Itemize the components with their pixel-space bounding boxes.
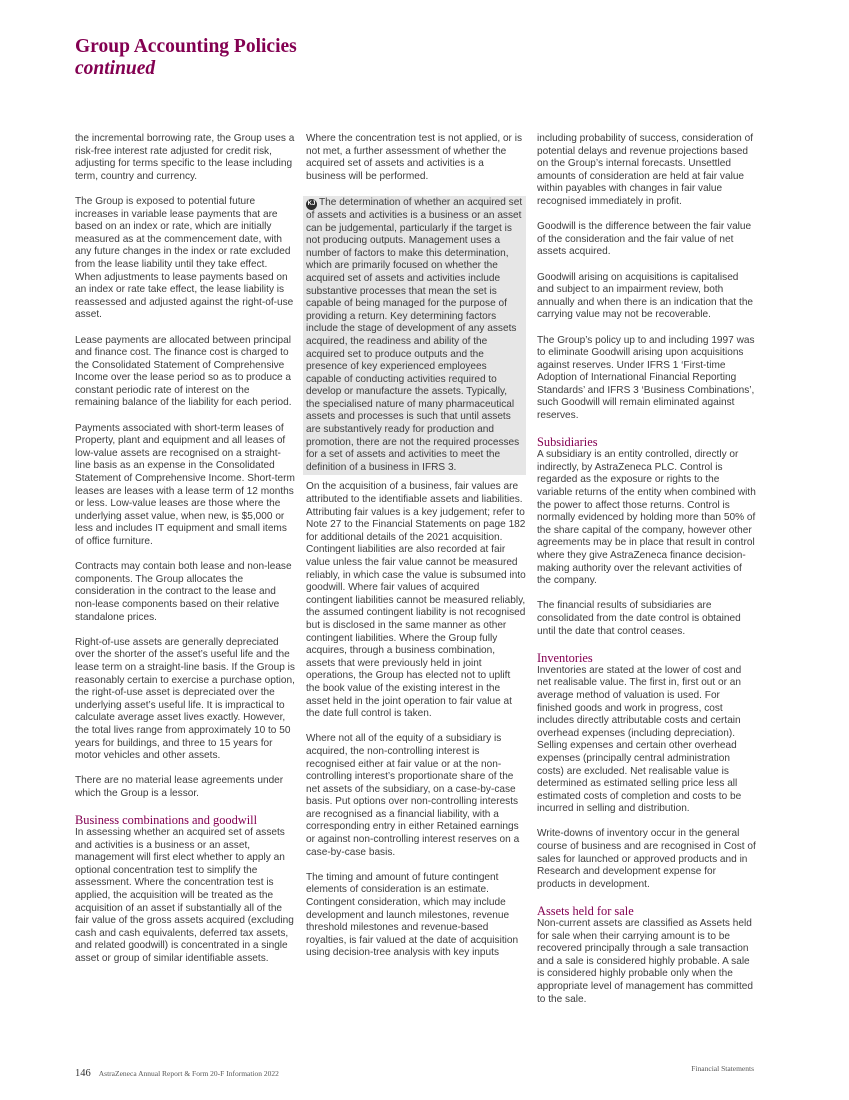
- publication-title: AstraZeneca Annual Report & Form 20-F Information 2022: [98, 1069, 279, 1078]
- paragraph: The financial results of subsidiaries are consolidated from the date control is obtained until the date that control ceases.: [537, 600, 741, 637]
- section-heading-business-combinations: Business combinations and goodwill: [75, 813, 258, 828]
- paragraph: There are no material lease agreements under which the Group is a lessor.: [75, 775, 284, 799]
- key-judgement-text: [306, 197, 523, 474]
- section-name: Financial Statements: [691, 1064, 754, 1073]
- column-3: [537, 133, 757, 1019]
- paragraph: Where the concentration test is not applied, or is not met, a further assessment of whether the acquired set of assets and activities is a business will be performed.: [306, 133, 523, 182]
- paragraph: Payments associated with short-term leases of Property, plant and equipment and all leases of low-value assets are recognised on a straight-line basis as an expense in the Consolidated Statement of Comprehensive Income. Short-term leases are leases with a lease term of 12 months or less. Low-value leases are those where the underlying asset value, when new, is $5,000 or less and includes IT equipment and small items of office furniture.: [75, 422, 295, 547]
- section-heading-assets-held-for-sale: Assets held for sale: [537, 904, 634, 919]
- paragraph: Contracts may contain both lease and non-lease components. The Group allocates the consideration in the contract to the lease and non-lease components based on their relative standalone prices.: [75, 561, 292, 623]
- page-subtitle: continued: [75, 58, 156, 79]
- page-footer: [75, 1063, 754, 1077]
- paragraph: the incremental borrowing rate, the Group uses a risk-free interest rate adjusted for credit risk, adjusting for terms specific to the lease including term, country and currency.: [75, 133, 295, 182]
- paragraph: Lease payments are allocated between principal and finance cost. The finance cost is charged to the Consolidated Statement of Comprehensive Income over the lease period so as to produce a constant periodic rate of interest on the remaining balance of the liability for each period.: [75, 334, 292, 409]
- paragraph: Goodwill arising on acquisitions is capitalised and subject to an impairment review, both annually and when there is an indication that the carrying value may not be recoverable.: [537, 271, 754, 321]
- paragraph: In assessing whether an acquired set of assets and activities is a business or an asset, management will first elect whether to apply an optional concentration test to simplify the assessment. Where the concentration test is applied, the acquisition will be treated as the acquisition of an asset if substantially all of the fair value of the gross assets acquired (excluding cash and cash equivalents, deferred tax assets, and related goodwill) is concentrated in a single asset or group of similar identifiable assets.: [75, 827, 294, 964]
- paragraph: The Group’s policy up to and including 1997 was to eliminate Goodwill arising upon acquisitions against reserves. Under IFRS 1 ‘First-time Adoption of International Financial Reporting Standards’ and IFRS 3 ‘Business Combinations’, such Goodwill will remain eliminated against reserves.: [537, 334, 755, 422]
- page-number: 146: [75, 1068, 91, 1079]
- column-1: [75, 133, 295, 978]
- paragraph: The Group is exposed to potential future increases in variable lease payments that are based on an index or rate, which are initially measured as at the commencement date, with any future changes in the index or rate excluded from the lease liability until they take effect. When adjustments to lease payments based on an index or rate take effect, the lease liability is reassessed and adjusted against the right-of-use asset.: [75, 195, 294, 321]
- paragraph: Inventories are stated at the lower of cost and net realisable value. The first in, first out or an average method of valuation is used. For finished goods and work in progress, cost includes directly attributable costs and certain overhead expenses (including depreciation). Selling expenses and certain other overhead expenses (principally central administration costs) are excluded. Net realisable value is determined as estimated selling price less all estimated costs of completion and costs to be incurred in selling and distribution.: [537, 664, 742, 815]
- section-heading-subsidiaries: Subsidiaries: [537, 435, 598, 450]
- paragraph: Right-of-use assets are generally depreciated over the shorter of the asset’s useful life and the lease term on a straight-line basis. If the Group is reasonably certain to exercise a purchase option, the right-of-use asset is depreciated over the underlying asset’s useful life. It is impractical to calculate average asset lives exactly. However, the total lives range from approximately 10 to 50 years for buildings, and three to 15 years for motor vehicles and other assets.: [75, 636, 295, 762]
- column-2: [306, 133, 526, 973]
- key-judgement-box: [303, 196, 526, 475]
- paragraph: including probability of success, consideration of potential delays and revenue projections based on the Group’s internal forecasts. Unsettled amounts of consideration are held at fair value within payables with changes in fair value recognised immediately in profit.: [537, 133, 754, 207]
- page-title: Group Accounting Policies: [75, 36, 297, 57]
- paragraph: On the acquisition of a business, fair values are attributed to the identifiable assets and liabilities. Attributing fair values is a key judgement; refer to Note 27 to the Financial Statements on page 182 for additional details of the 2021 acquisition. Contingent liabilities are also recorded at fair value unless the fair value cannot be measured reliably, in which case the value is subsumed into goodwill. Where fair values of acquired contingent liabilities cannot be measured reliably, the assumed contingent liability is not recognised but is disclosed in the same manner as other contingent liabilities. Where the Group fully acquires, through a business combination, assets that were previously held in joint operations, the Group has elected not to uplift the book value of the existing interest in the asset held in the joint operation to fair value at the date full control is taken.: [306, 481, 526, 720]
- paragraph: Non-current assets are classified as Assets held for sale when their carrying amount is to be recovered principally through a sale transaction and a sale is considered highly probable. A sale is considered highly probable only when the appropriate level of management has committed to the sale.: [537, 918, 754, 1005]
- page-header: [75, 36, 297, 80]
- section-heading-inventories: Inventories: [537, 650, 593, 665]
- paragraph: The timing and amount of future contingent elements of consideration is an estimate. Contingent consideration, which may include development and launch milestones, revenue threshold milestones and revenue-based royalties, is fair valued at the date of acquisition using decision-tree analysis with key inputs: [306, 871, 519, 959]
- key-judgement-icon: KJ: [306, 199, 317, 210]
- paragraph: Goodwill is the difference between the fair value of the consideration and the fair value of net assets acquired.: [537, 221, 752, 258]
- paragraph: A subsidiary is an entity controlled, directly or indirectly, by AstraZeneca PLC. Control is regarded as the exposure or rights to the variable returns of the entity when combined with the power to affect those returns. Control is normally evidenced by holding more than 50% of the share capital of the company, however other agreements may be in place that result in control where they give AstraZeneca finance decision-making authority over the relevant activities of the company.: [537, 449, 756, 587]
- paragraph: Write-downs of inventory occur in the general course of business and are recognised in Cost of sales for launched or approved products and in Research and development expense for products in development.: [537, 828, 756, 890]
- paragraph: Where not all of the equity of a subsidiary is acquired, the non-controlling interest is recognised either at fair value or at the non-controlling interest’s proportionate share of the net assets of the subsidiary, on a case-by-case basis. Put options over non-controlling interests are recognised as a financial liability, with a corresponding entry in either Retained earnings or against non-controlling interest reserves on a case-by-case basis.: [306, 733, 520, 858]
- key-judgement-body: The determination of whether an acquired set of assets and activities is a business or an asset can be judgemental, particularly if the target is not producing outputs. Management uses a number of factors to make this determination, which are primarily focused on whether the acquired set of assets and activities include substantive processes that mean the set is capable of being managed for the purpose of providing a return. Key determining factors include the stage of development of any assets acquired, the readiness and ability of the acquired set to produce outputs and the presence of key experienced employees capable of conducting activities required to develop or manufacture the assets. Typically, the specialised nature of many pharmaceutical assets and processes is such that until assets are substantively ready for production and promotion, there are not the required processes for a set of assets and activities to meet the definition of a business in IFRS 3.: [306, 196, 523, 473]
